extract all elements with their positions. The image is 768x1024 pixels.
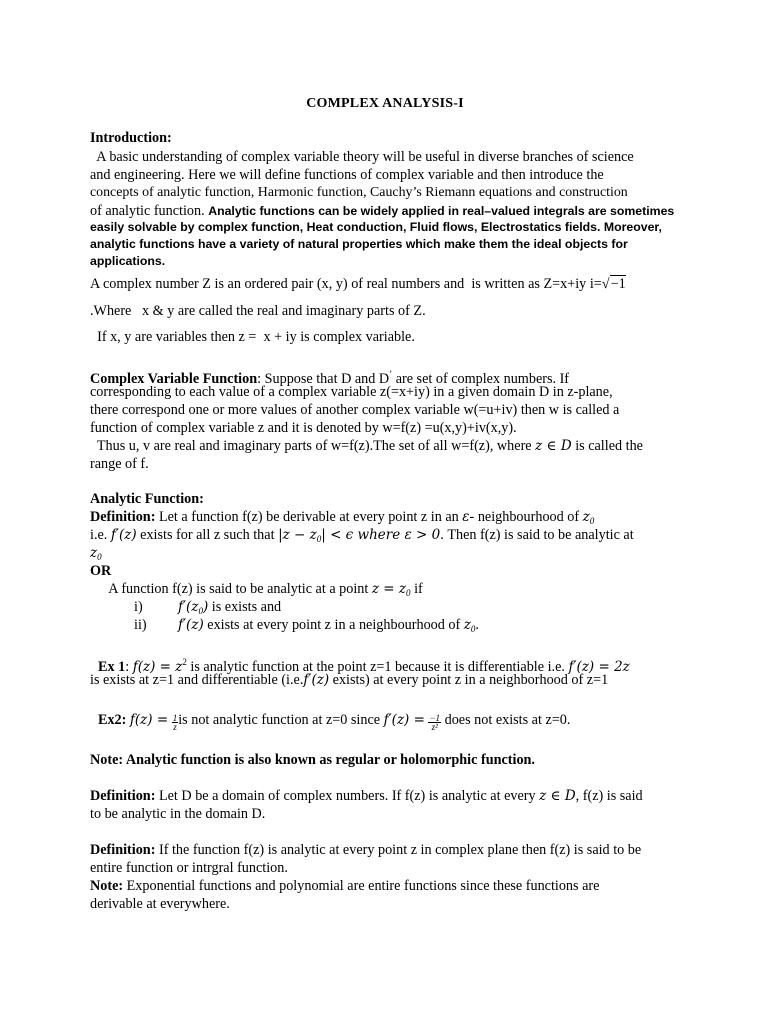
analytic-heading: Analytic Function: [90, 491, 204, 507]
math-cond: | < ϵ where ε > 0 [321, 527, 441, 543]
example-label: Ex 1 [98, 659, 126, 675]
page-title: COMPLEX ANALYSIS-I [306, 96, 464, 111]
list-number: ii) [134, 617, 147, 633]
def-text: Let a function f(z) be derivable at every point z in an [155, 509, 463, 525]
ex-text: exists) at every point z in a neighborhood of z=1 [329, 672, 609, 688]
cvf-heading: Complex Variable Function [90, 371, 258, 387]
math-expr: f′(z) [178, 617, 204, 633]
example-2-line [98, 711, 680, 731]
cvf-text: are set of complex numbers. If [392, 371, 570, 387]
note-regular: Note: Analytic function is also known as regular or holomorphic function. [90, 752, 535, 768]
math-expr: f′(z) [303, 672, 330, 688]
note-entire-line: derivable at everywhere. [90, 896, 230, 912]
or-label: OR [90, 563, 112, 579]
definition-entire-line: entire function or intrgral function. [90, 860, 288, 876]
intro-bold-line: applications. [90, 254, 166, 268]
alt-text: A function f(z) is said to be analytic at a point [102, 581, 372, 597]
definition-label: Definition: [90, 788, 156, 804]
cvf-line: range of f. [90, 456, 149, 472]
intro-text: concepts of analytic function, Harmonic function, Cauchy’s Riemann equations and construction [90, 185, 628, 200]
definition-label: Definition: [90, 509, 156, 525]
intro-bold-text: Analytic functions can be widely applied in real–valued integrals are sometimes [208, 204, 675, 218]
sqrt-arg: −1 [610, 276, 626, 292]
def-text: exists for all z such that [136, 527, 279, 543]
math-cond: |z − z [278, 527, 317, 543]
complex-number-line: .Where x & y are called the real and imaginary parts of Z. [90, 303, 426, 319]
intro-line: and engineering. Here we will define functions of complex variable and then introduce the [90, 167, 604, 183]
example-label: Ex2: [98, 712, 127, 728]
item-text: exists at every point z in a neighbourhood of [203, 617, 464, 633]
ex-text: does not exists at z=0. [441, 712, 571, 728]
intro-bold-line: easily solvable by complex function, Heat conduction, Fluid flows, Electrostatics fields. Moreover, [90, 220, 662, 234]
math-sub: 0 [406, 588, 411, 598]
def-text: i.e. [90, 527, 111, 543]
math-expr: f′(z) = 2z [568, 659, 630, 675]
math-sub: 0 [316, 534, 322, 544]
def-text: . Then f(z) is said to be analytic at [440, 527, 634, 543]
cvf-line: there correspond one or more values of another complex variable w(=u+iv) then w is called a [90, 402, 620, 418]
definition-domain-line: to be analytic in the domain D. [90, 806, 266, 822]
cvf-text: is called the [571, 438, 643, 454]
list-text: f′(z) exists at every point z in a neighbourhood of $z_0$. [178, 617, 479, 634]
def-text: If the function f(z) is analytic at every point z in complex plane then f(z) is said to be [155, 842, 642, 858]
math-sub: 0 [470, 624, 476, 634]
math-z: z [463, 617, 471, 633]
fraction-denominator: z [173, 722, 177, 732]
ex-text: is not analytic function at z=0 since [178, 712, 384, 728]
intro-bold-line: analytic functions have a variety of natural properties which make them the ideal objects for [90, 237, 628, 251]
cvf-prime: ’ [389, 369, 393, 379]
ex-text: is exists at z=1 and differentiable (i.e. [90, 672, 304, 688]
complex-number-line: If x, y are variables then z = x + iy is complex variable. [90, 329, 415, 345]
math-expr: z ∈ D [539, 788, 576, 804]
math-expr: ) [202, 599, 209, 615]
math-expr: f(z) = z [132, 659, 183, 675]
cvf-line: corresponding to each value of a complex variable z(=x+iy) in a given domain D in z-plane, [90, 384, 613, 400]
math-sub: 0 [198, 606, 203, 616]
cvf-text: : Suppose that D and D [257, 371, 390, 387]
intro-text: of analytic function. [90, 203, 209, 219]
definition-domain-line [90, 787, 680, 805]
math-fprime: f′(z) [110, 527, 137, 543]
math-z: z [90, 545, 98, 561]
math-expr: f′(z [178, 599, 199, 615]
cvf-text: Thus u, v are real and imaginary parts of w=f(z).The set of all w=f(z), where [90, 438, 536, 454]
math-sub: 0 [589, 516, 595, 526]
complex-number-text: A complex number Z is an ordered pair (x, y) of real numbers and is written as Z=x+iy i= [90, 276, 602, 292]
item-text: is exists and [208, 599, 282, 615]
fraction-numerator: −1 [429, 713, 441, 723]
definition-label: Definition: [90, 842, 156, 858]
cvf-line [90, 437, 680, 455]
math-expr: z ∈ D [535, 438, 572, 454]
alt-text: if [410, 581, 423, 597]
math-fraction [428, 714, 441, 731]
cvf-line: function of complex variable z and it is denoted by w=f(z) =u(x,y)+iv(x,y). [90, 420, 517, 436]
math-expr: f′(z) = [383, 712, 425, 728]
math-sup: 2 [182, 657, 187, 667]
fraction-denominator: z² [431, 722, 438, 732]
def-text: - neighbourhood of [469, 509, 583, 525]
math-sub: 0 [97, 552, 102, 562]
intro-line: A basic understanding of complex variable theory will be useful in diverse branches of science [90, 149, 634, 165]
math-expr: f(z) = [129, 712, 169, 728]
note-entire-line [90, 877, 680, 895]
def-text: Let D be a domain of complex numbers. If f(z) is analytic at every [155, 788, 540, 804]
def-text: , f(z) is said [575, 788, 643, 804]
math-epsilon: ε [462, 509, 470, 525]
ex-text: is analytic function at the point z=1 because it is differentiable i.e. [186, 659, 569, 675]
intro-heading: Introduction: [90, 130, 172, 146]
ex-text: : [125, 659, 133, 675]
math-expr: z = z [371, 581, 407, 597]
note-text: Exponential functions and polynomial are entire functions since these functions are [123, 878, 600, 894]
complex-number-line: A complex number Z is an ordered pair (x, y) of real numbers and is written as Z=x+iy i=√−1 [90, 276, 626, 292]
math-z: z [582, 509, 590, 525]
intro-line [90, 184, 680, 202]
fraction-numerator: 1 [172, 713, 178, 723]
intro-line [90, 202, 680, 220]
list-number: i) [134, 599, 143, 615]
definition-entire-line [90, 841, 680, 859]
note-label: Note: [90, 878, 124, 894]
example-1-line [90, 671, 680, 689]
